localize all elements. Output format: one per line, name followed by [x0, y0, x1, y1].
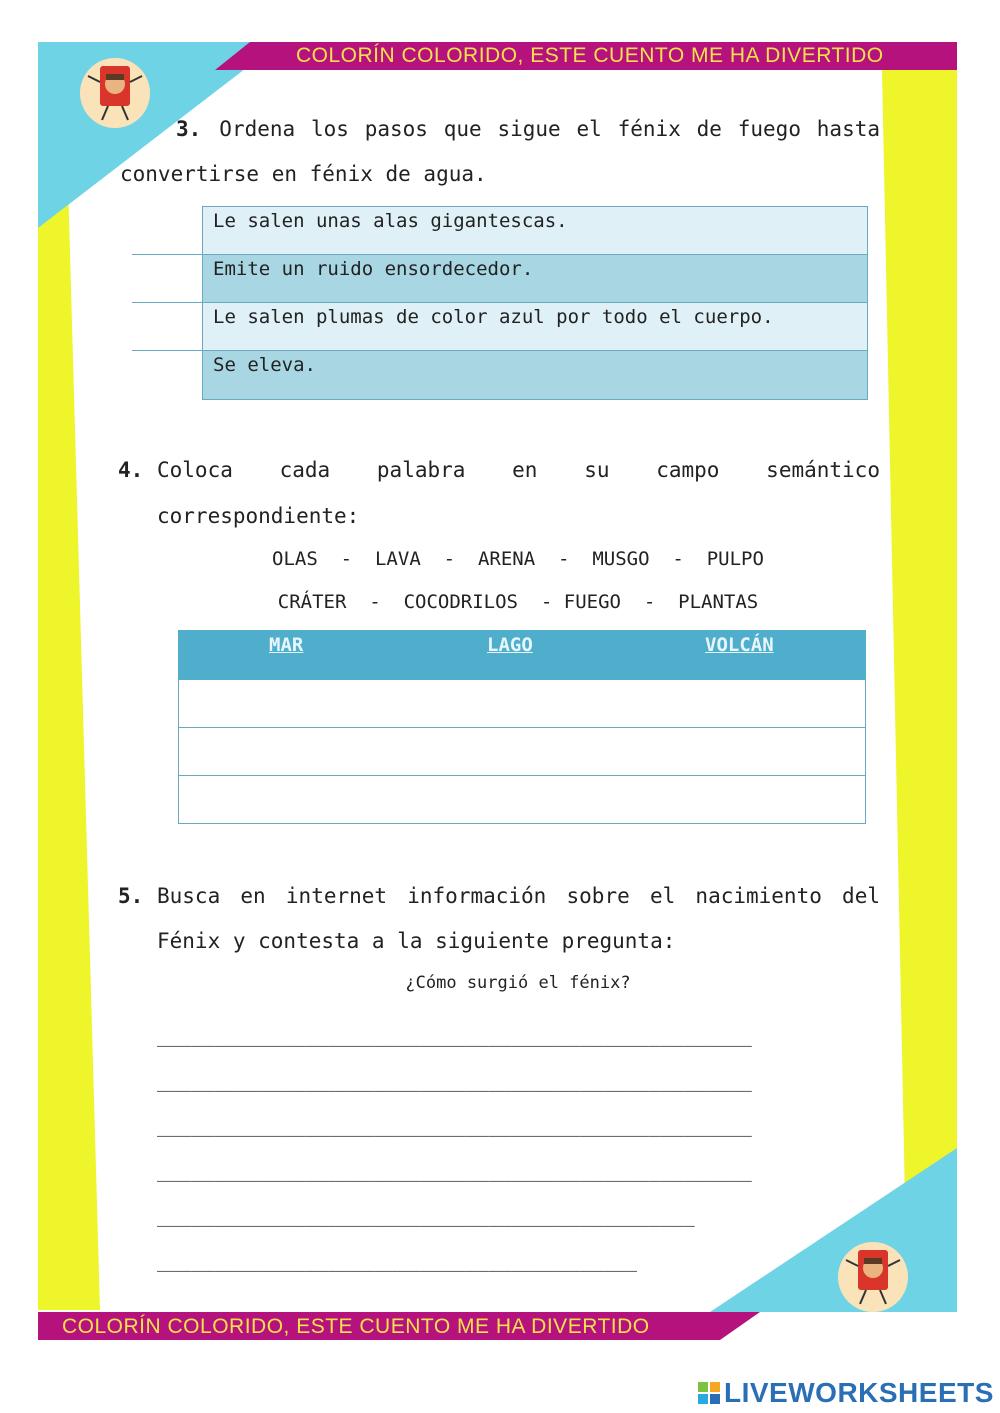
q5-number: 5. [118, 884, 144, 908]
liveworksheets-logo-icon [698, 1382, 720, 1404]
q4-word: palabra [376, 458, 466, 482]
q4-text-line1 [157, 448, 880, 493]
step-row: Le salen plumas de color azul por todo el cuerpo. [202, 302, 868, 350]
q4-word: en [512, 458, 538, 482]
order-answer-line[interactable] [132, 350, 202, 351]
order-answer-line[interactable] [132, 254, 202, 255]
q3-text-line1: Ordena los pasos que sigue el fénix de fuego hasta [219, 117, 880, 141]
answer-line[interactable]: __________________________________________ [157, 1250, 638, 1272]
word-bank-line2: CRÁTER - COCODRILOS - FUEGO - PLANTAS [277, 591, 759, 613]
step-row: Se eleva. [202, 350, 868, 400]
step-row: Emite un ruido ensordecedor. [202, 254, 868, 302]
q5-question: ¿Cómo surgió el fénix? [405, 973, 631, 993]
answer-line[interactable]: ____________________________________________________ [157, 1160, 752, 1182]
column-header-volcan: VOLCÁN [705, 634, 774, 656]
table-row[interactable] [178, 776, 866, 824]
answer-line[interactable]: ____________________________________________________ [157, 1070, 752, 1092]
q5-text-line1: Busca en internet información sobre el nacimiento del [157, 884, 880, 908]
column-header-lago: LAGO [487, 634, 533, 656]
q3-text-line2: convertirse en fénix de agua. [120, 162, 487, 186]
yellow-left-strip [38, 42, 100, 1310]
word-bank-line1: OLAS - LAVA - ARENA - MUSGO - PULPO [272, 548, 764, 570]
yellow-right-strip [882, 70, 957, 1200]
answer-line[interactable]: ____________________________________________________ [157, 1025, 752, 1047]
liveworksheets-brand: LIVEWORKSHEETS [724, 1377, 994, 1408]
top-banner-text: COLORÍN COLORIDO, ESTE CUENTO ME HA DIVERTIDO [296, 44, 884, 67]
column-header-mar: MAR [269, 634, 304, 656]
q4-word: campo [656, 458, 720, 482]
q4-word: Coloca [157, 458, 233, 482]
answer-line[interactable]: ____________________________________________________ [157, 1115, 752, 1137]
q4-word: semántico [766, 458, 880, 482]
table-row[interactable] [178, 728, 866, 776]
q5-text-line2: Fénix y contesta a la siguiente pregunta: [157, 929, 676, 953]
bottom-banner-text: COLORÍN COLORIDO, ESTE CUENTO ME HA DIVERTIDO [62, 1315, 650, 1338]
step-row: Le salen unas alas gigantescas. [202, 206, 868, 254]
q3-line1 [120, 107, 880, 152]
q4-number: 4. [118, 458, 144, 482]
q4-text-line2: correspondiente: [157, 504, 360, 528]
q4-word: su [584, 458, 610, 482]
table-row[interactable] [178, 680, 866, 728]
order-answer-line[interactable] [132, 302, 202, 303]
q4-word: cada [279, 458, 331, 482]
q3-number: 3. [176, 117, 202, 141]
answer-line[interactable]: _______________________________________________ [157, 1205, 695, 1227]
book-mascot-icon [838, 1242, 908, 1312]
